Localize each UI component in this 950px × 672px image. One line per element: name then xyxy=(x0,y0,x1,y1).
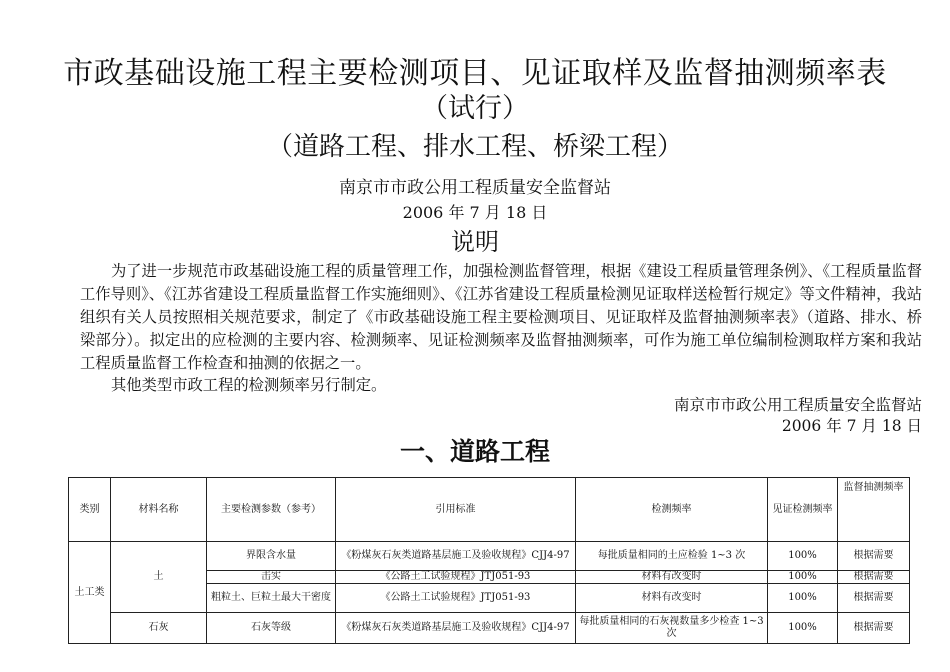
document-title: 市政基础设施工程主要检测项目、见证取样及监督抽测频率表 xyxy=(63,56,887,91)
witness-cell: 100% xyxy=(768,542,838,571)
header-frequency: 检测频率 xyxy=(576,478,768,542)
parameter-cell: 界限含水量 xyxy=(207,542,336,571)
frequency-cell: 材料有改变时 xyxy=(576,571,768,584)
supervision-cell: 根据需要 xyxy=(838,542,910,571)
document-subtitle: （道路工程、排水工程、桥梁工程） xyxy=(266,132,683,162)
material-cell: 石灰 xyxy=(111,613,207,644)
signature-date: 2006 年 7 月 18 日 xyxy=(781,417,922,435)
header-material: 材料名称 xyxy=(111,478,207,542)
explanation-note-text: 其他类型市政工程的检测频率另行制定。 xyxy=(111,376,387,394)
table-row xyxy=(69,542,910,571)
frequency-cell: 每批质量相同的石灰视数量多少检查 1~3 次 xyxy=(576,613,768,644)
header-parameters: 主要检测参数（参考） xyxy=(207,478,336,542)
explanation-paragraph xyxy=(80,260,922,375)
header-supervision: 监督抽测频率 xyxy=(838,478,910,542)
material-cell: 土 xyxy=(111,542,207,613)
section-title: 一、道路工程 xyxy=(399,437,550,466)
explanation-heading: 说明 xyxy=(451,228,499,256)
inspection-frequency-table xyxy=(68,477,910,644)
issuing-organization: 南京市市政公用工程质量安全监督站 xyxy=(339,178,611,198)
parameter-cell: 石灰等级 xyxy=(207,613,336,644)
category-cell: 土工类 xyxy=(69,542,111,644)
standard-cell: 《粉煤灰石灰类道路基层施工及验收规程》CJJ4-97 xyxy=(336,542,576,571)
issue-date: 2006 年 7 月 18 日 xyxy=(402,203,548,222)
header-category: 类别 xyxy=(69,478,111,542)
supervision-cell: 根据需要 xyxy=(838,571,910,584)
supervision-cell: 根据需要 xyxy=(838,613,910,644)
supervision-cell: 根据需要 xyxy=(838,584,910,613)
frequency-cell: 每批质量相同的土应检验 1~3 次 xyxy=(576,542,768,571)
standard-cell: 《公路土工试验规程》JTJ051-93 xyxy=(336,584,576,613)
standard-cell: 《粉煤灰石灰类道路基层施工及验收规程》CJJ4-97 xyxy=(336,613,576,644)
frequency-cell: 材料有改变时 xyxy=(576,584,768,613)
table-header-row xyxy=(69,478,910,542)
standard-cell: 《公路土工试验规程》JTJ051-93 xyxy=(336,571,576,584)
parameter-cell: 击实 xyxy=(207,571,336,584)
witness-cell: 100% xyxy=(768,613,838,644)
witness-cell: 100% xyxy=(768,571,838,584)
witness-cell: 100% xyxy=(768,584,838,613)
document-title-trial: （试行） xyxy=(421,93,529,124)
header-standard: 引用标准 xyxy=(336,478,576,542)
signature-organization: 南京市市政公用工程质量安全监督站 xyxy=(673,396,922,414)
header-witness: 见证检测频率 xyxy=(768,478,838,542)
explanation-paragraph-text: 为了进一步规范市政基础设施工程的质量管理工作，加强检测监督管理，根据《建设工程质量管理条例》、《工程质量监督工作导则》、《江苏省建设工程质量监督工作实施细则》、《江苏省建设工程质量检测见证取样送检暂行规定》等文件精神，我站组织有关人员按照相关规范要求，制定了《市政基础设施工程主要检测项目、见证取样及监督抽测频率表》（道路、排水、桥梁部分）。拟定出的应检测的主要内容、检测频率、见证检测频率及监督抽测频率，可作为施工单位编制检测取样方案和我站工程质量监督工作检查和抽测的依据之一。 xyxy=(80,262,922,372)
parameter-cell: 粗粒土、巨粒土最大干密度 xyxy=(207,584,336,613)
table-row xyxy=(69,613,910,644)
